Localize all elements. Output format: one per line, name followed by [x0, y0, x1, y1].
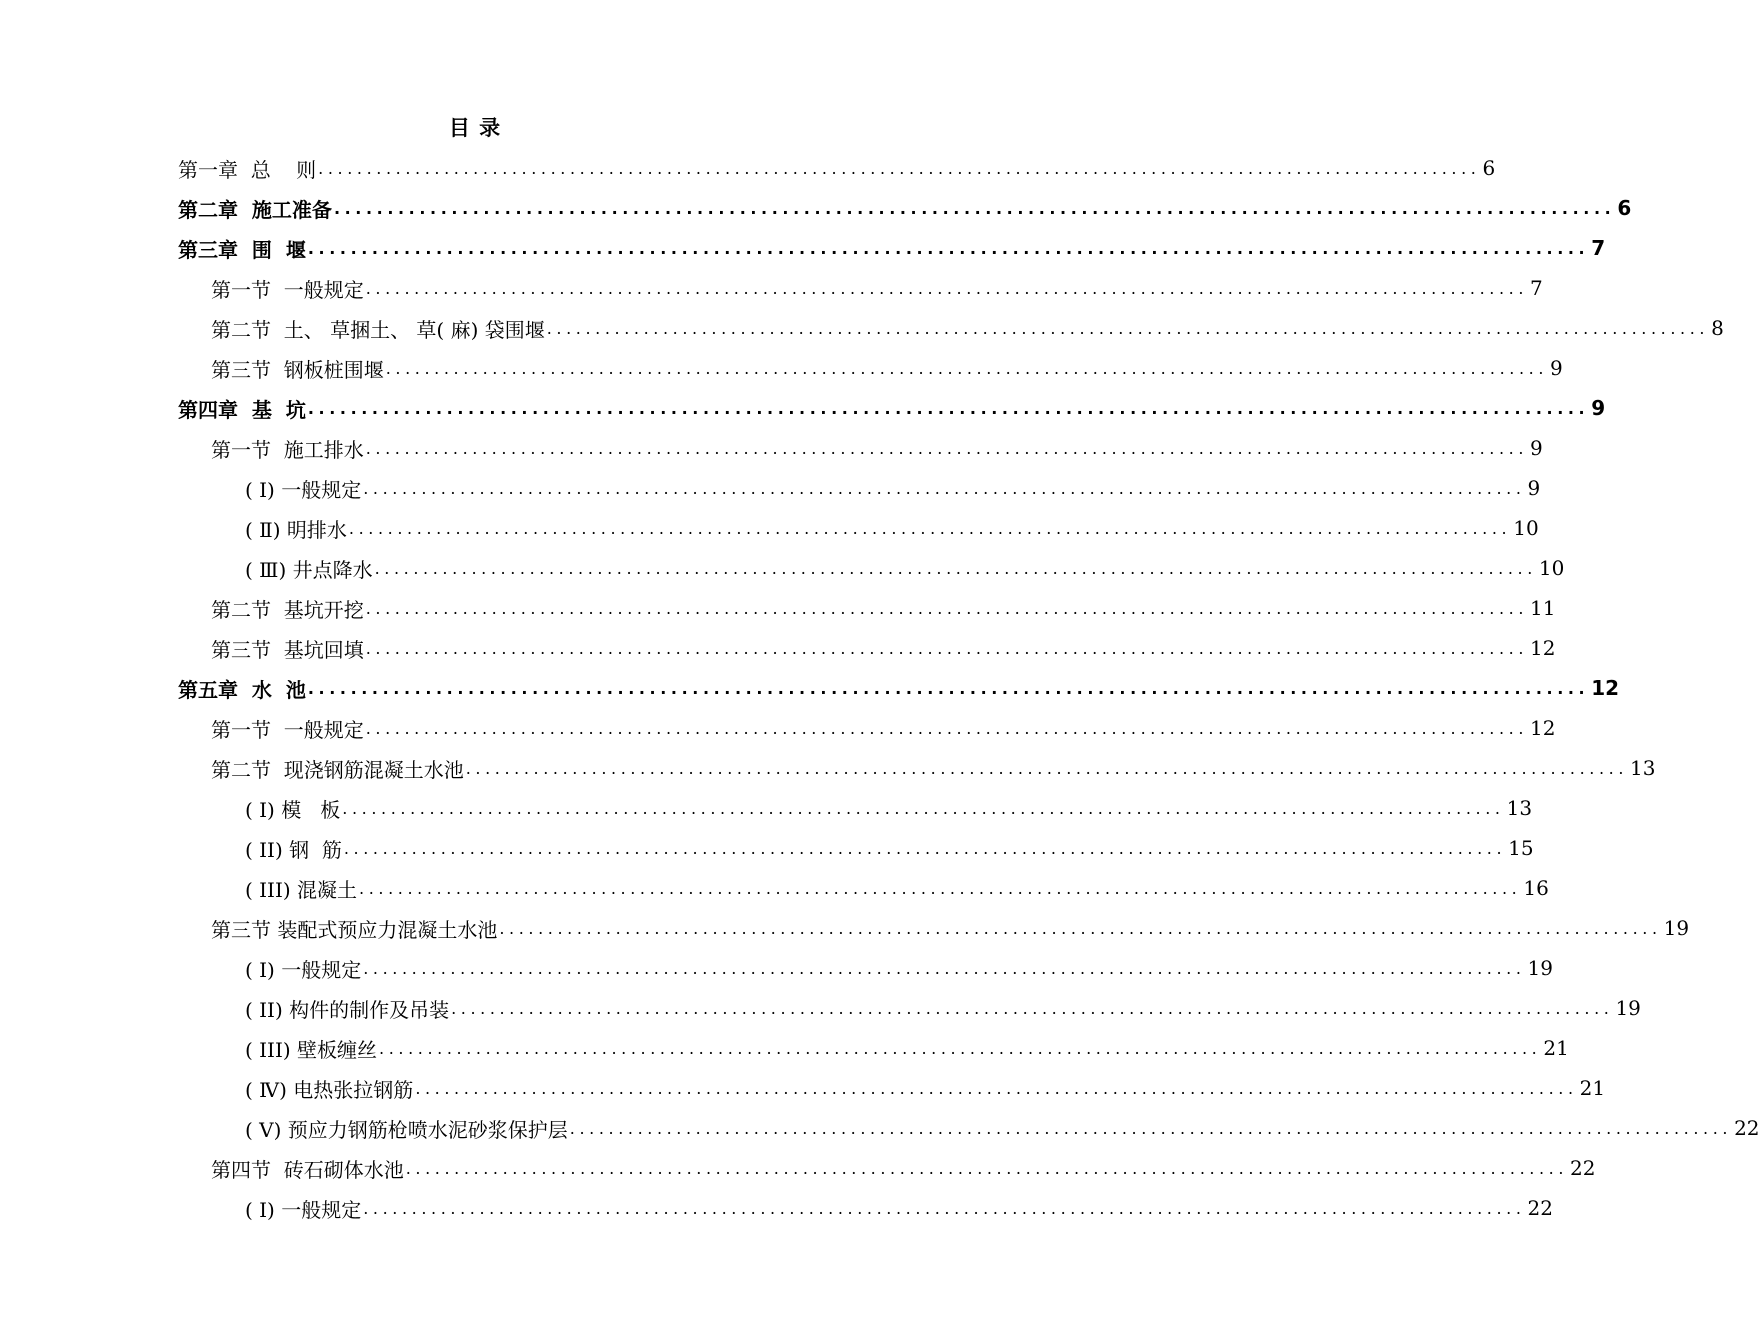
toc-entry-page: 9 [1550, 356, 1563, 380]
toc-entry-page: 12 [1591, 676, 1620, 700]
toc-entry[interactable] [178, 668, 1620, 708]
toc-leader-dots: ........................................................................................................................ [365, 278, 1529, 298]
toc-entry[interactable] [211, 628, 1556, 668]
toc-leader-dots: ........................................................................................................................ [465, 758, 1629, 778]
toc-entry-title: 第三节 钢板桩围堰 [211, 357, 384, 382]
toc-leader-dots: ........................................................................................................................ [343, 838, 1507, 858]
toc-leader-dots: ........................................................................................................................ [385, 358, 1549, 378]
toc-leader-dots: ........................................................................................................................ [365, 598, 1529, 618]
toc-entry-page: 21 [1543, 1036, 1569, 1060]
toc-entry-title: ( Ⅳ) 电热张拉钢筋 [245, 1077, 414, 1102]
toc-entry[interactable] [245, 468, 1541, 508]
toc-entry-title: 第四章 基 坑 [178, 397, 306, 422]
toc-entry[interactable] [211, 708, 1556, 748]
toc-leader-dots: ........................................................................................................................ [405, 1158, 1569, 1178]
toc-entry[interactable] [245, 1068, 1606, 1108]
toc-entry-page: 10 [1513, 516, 1539, 540]
toc-entry-page: 13 [1630, 756, 1656, 780]
toc-entry[interactable] [178, 148, 1496, 188]
toc-leader-dots: ........................................................................................................................ [359, 878, 1522, 898]
toc-leader-dots: ........................................................................................................................ [363, 958, 1526, 978]
toc-entry-title: 第三节 基坑回填 [211, 637, 364, 662]
toc-entry[interactable] [245, 868, 1549, 908]
toc-entry-page: 6 [1617, 196, 1632, 220]
toc-entry[interactable] [211, 588, 1556, 628]
toc-entry[interactable] [245, 508, 1539, 548]
toc-leader-dots: ........................................................................................................................ [546, 318, 1710, 338]
toc-entry-title: 第三章 围 堰 [178, 237, 306, 262]
toc-entry[interactable] [245, 988, 1641, 1028]
toc-leader-dots: ........................................................................................................................ [363, 478, 1526, 498]
toc-entry-title: ( Ⅱ) 明排水 [245, 517, 347, 542]
toc-entry-page: 9 [1527, 476, 1541, 500]
toc-leader-dots: ........................................................................................................................ [415, 1078, 1578, 1098]
toc-entry-title: ( II) 构件的制作及吊装 [245, 997, 450, 1022]
toc-entry-title: 第二节 基坑开挖 [211, 597, 364, 622]
toc-entry[interactable] [211, 308, 1724, 348]
toc-leader-dots: ........................................................................................................................ [333, 198, 1616, 218]
toc-leader-dots: ........................................................................................................................ [365, 438, 1529, 458]
toc-entry-title: 第一章 总 则 [178, 157, 317, 182]
toc-entry-page: 19 [1663, 916, 1690, 940]
toc-entry-page: 16 [1523, 876, 1549, 900]
toc-leader-dots: ........................................................................................................................ [379, 1038, 1542, 1058]
toc-entry-title: 第二章 施工准备 [178, 197, 332, 222]
toc-entry[interactable] [178, 388, 1606, 428]
toc-entry-page: 9 [1530, 436, 1543, 460]
toc-entry-page: 7 [1591, 236, 1606, 260]
toc-entry-title: 第三节 装配式预应力混凝土水池 [211, 917, 498, 942]
toc-entry-page: 19 [1527, 956, 1553, 980]
toc-entry-page: 22 [1527, 1196, 1553, 1220]
toc-entry-page: 8 [1711, 316, 1724, 340]
toc-entry[interactable] [211, 428, 1543, 468]
toc-leader-dots: ........................................................................................................................ [318, 158, 1481, 178]
toc-entry-page: 19 [1615, 996, 1641, 1020]
toc-entry-page: 11 [1530, 596, 1556, 620]
toc-entry-page: 6 [1482, 156, 1496, 180]
toc-entry[interactable] [245, 548, 1565, 588]
toc-entry-title: ( III) 混凝土 [245, 877, 358, 902]
toc-entry-page: 10 [1538, 556, 1565, 580]
toc-leader-dots: ........................................................................................................................ [374, 558, 1537, 578]
toc-leader-dots: ........................................................................................................................ [307, 398, 1590, 418]
toc-entry-title: ( I) 一般规定 [245, 1197, 362, 1222]
toc-entry-title: ( Ⅴ) 预应力钢筋枪喷水泥砂浆保护层 [245, 1117, 568, 1142]
toc-entry[interactable] [245, 948, 1553, 988]
toc-entry-page: 22 [1570, 1156, 1596, 1180]
toc-entry-title: 第二节 现浇钢筋混凝土水池 [211, 757, 464, 782]
toc-title: 目 录 [448, 115, 502, 140]
toc-entry-page: 9 [1591, 396, 1606, 420]
toc-entry[interactable] [245, 788, 1533, 828]
toc-entry-title: ( I) 模 板 [245, 797, 341, 822]
toc-leader-dots: ........................................................................................................................ [307, 678, 1590, 698]
toc-entry-title: 第二节 土、 草捆土、 草( 麻) 袋围堰 [211, 317, 545, 342]
toc-leader-dots: ........................................................................................................................ [348, 518, 1512, 538]
toc-entry[interactable] [178, 188, 1632, 228]
toc-entry-page: 15 [1508, 836, 1534, 860]
toc-entry-title: 第一节 一般规定 [211, 717, 364, 742]
toc-entry[interactable] [178, 228, 1606, 268]
toc-entry[interactable] [211, 268, 1543, 308]
toc-entry-title: 第一节 施工排水 [211, 437, 364, 462]
toc-leader-dots: ........................................................................................................................ [365, 718, 1529, 738]
toc-entry-page: 22 [1734, 1116, 1760, 1140]
toc-entry-title: ( III) 壁板缠丝 [245, 1037, 378, 1062]
toc-entry[interactable] [211, 348, 1563, 388]
toc-entry-page: 12 [1530, 636, 1556, 660]
toc-entry-title: 第五章 水 池 [178, 677, 306, 702]
toc-entry[interactable] [211, 748, 1656, 788]
toc-leader-dots: ........................................................................................................................ [569, 1118, 1733, 1138]
toc-entry[interactable] [245, 1188, 1553, 1228]
toc-entry[interactable] [245, 1108, 1760, 1148]
toc-entry-title: 第一节 一般规定 [211, 277, 364, 302]
toc-leader-dots: ........................................................................................................................ [451, 998, 1614, 1018]
toc-entry[interactable] [245, 828, 1534, 868]
toc-entry[interactable] [211, 908, 1690, 948]
toc-entry-title: 第四节 砖石砌体水池 [211, 1157, 404, 1182]
toc-entry-page: 12 [1530, 716, 1556, 740]
toc-entry-title: ( Ⅲ) 井点降水 [245, 557, 373, 582]
toc-entry[interactable] [245, 1028, 1569, 1068]
toc-leader-dots: ........................................................................................................................ [342, 798, 1505, 818]
toc-leader-dots: ........................................................................................................................ [499, 918, 1662, 938]
toc-entry-title: ( II) 钢 筋 [245, 837, 342, 862]
toc-entry-page: 21 [1579, 1076, 1606, 1100]
toc-leader-dots: ........................................................................................................................ [363, 1198, 1526, 1218]
toc-leader-dots: ........................................................................................................................ [307, 238, 1590, 258]
toc-entry-title: ( I) 一般规定 [245, 957, 362, 982]
toc-entry-page: 13 [1506, 796, 1533, 820]
toc-entry[interactable] [211, 1148, 1596, 1188]
toc-leader-dots: ........................................................................................................................ [365, 638, 1529, 658]
toc-entry-title: ( I) 一般规定 [245, 477, 362, 502]
toc-entry-page: 7 [1530, 276, 1543, 300]
